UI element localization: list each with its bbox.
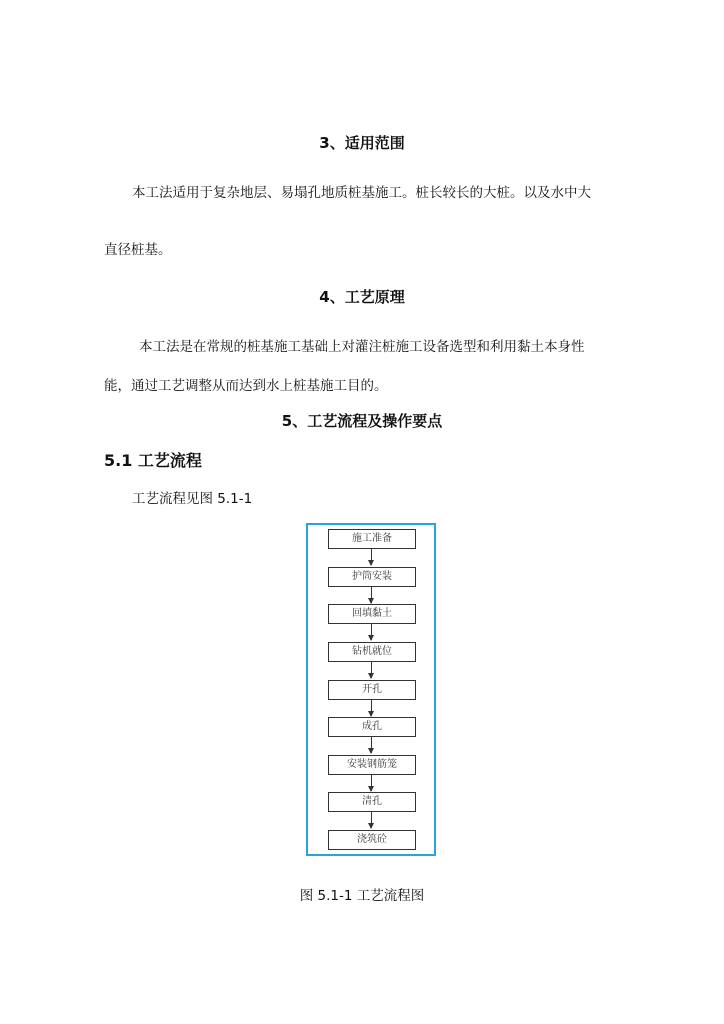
flow-step-rebar-cage-install: 安装钢筋笼 bbox=[328, 755, 416, 775]
flow-step-hole-forming: 成孔 bbox=[328, 717, 416, 737]
section-5-1-intro: 工艺流程见图 5.1-1 bbox=[132, 491, 253, 507]
flow-step-hole-cleaning: 清孔 bbox=[328, 792, 416, 812]
flow-step-hole-opening: 开孔 bbox=[328, 680, 416, 700]
flowchart-frame bbox=[306, 523, 436, 856]
section-3-title: 3、适用范围 bbox=[319, 134, 405, 152]
section-4-paragraph-line-2: 能，通过工艺调整从而达到水上桩基施工目的。 bbox=[104, 378, 388, 394]
section-4-paragraph-line-1: 本工法是在常规的桩基施工基础上对灌注桩施工设备选型和利用黏土本身性 bbox=[139, 339, 585, 355]
section-5-1-title: 5.1 工艺流程 bbox=[104, 451, 202, 470]
flow-arrow-down-icon bbox=[371, 549, 372, 565]
flow-step-rig-positioning: 钻机就位 bbox=[328, 642, 416, 662]
flow-arrow-down-icon bbox=[371, 624, 372, 640]
flow-arrow-down-icon bbox=[371, 812, 372, 828]
section-5-title: 5、工艺流程及操作要点 bbox=[281, 412, 443, 430]
section-3-paragraph-line-2: 直径桩基。 bbox=[104, 242, 172, 258]
section-3-paragraph-line-1: 本工法适用于复杂地层、易塌孔地质桩基施工。桩长较长的大桩。以及水中大 bbox=[132, 185, 591, 201]
flow-arrow-down-icon bbox=[371, 775, 372, 791]
flow-arrow-down-icon bbox=[371, 737, 372, 753]
figure-caption: 图 5.1-1 工艺流程图 bbox=[299, 888, 425, 904]
flow-arrow-down-icon bbox=[371, 662, 372, 678]
flow-step-concrete-pouring: 浇筑砼 bbox=[328, 830, 416, 850]
flow-step-clay-backfill: 回填黏土 bbox=[328, 604, 416, 624]
section-4-title: 4、工艺原理 bbox=[319, 288, 405, 306]
flow-step-construction-prep: 施工准备 bbox=[328, 529, 416, 549]
flow-arrow-down-icon bbox=[371, 587, 372, 603]
flow-arrow-down-icon bbox=[371, 700, 372, 716]
flow-step-casing-install: 护筒安装 bbox=[328, 567, 416, 587]
